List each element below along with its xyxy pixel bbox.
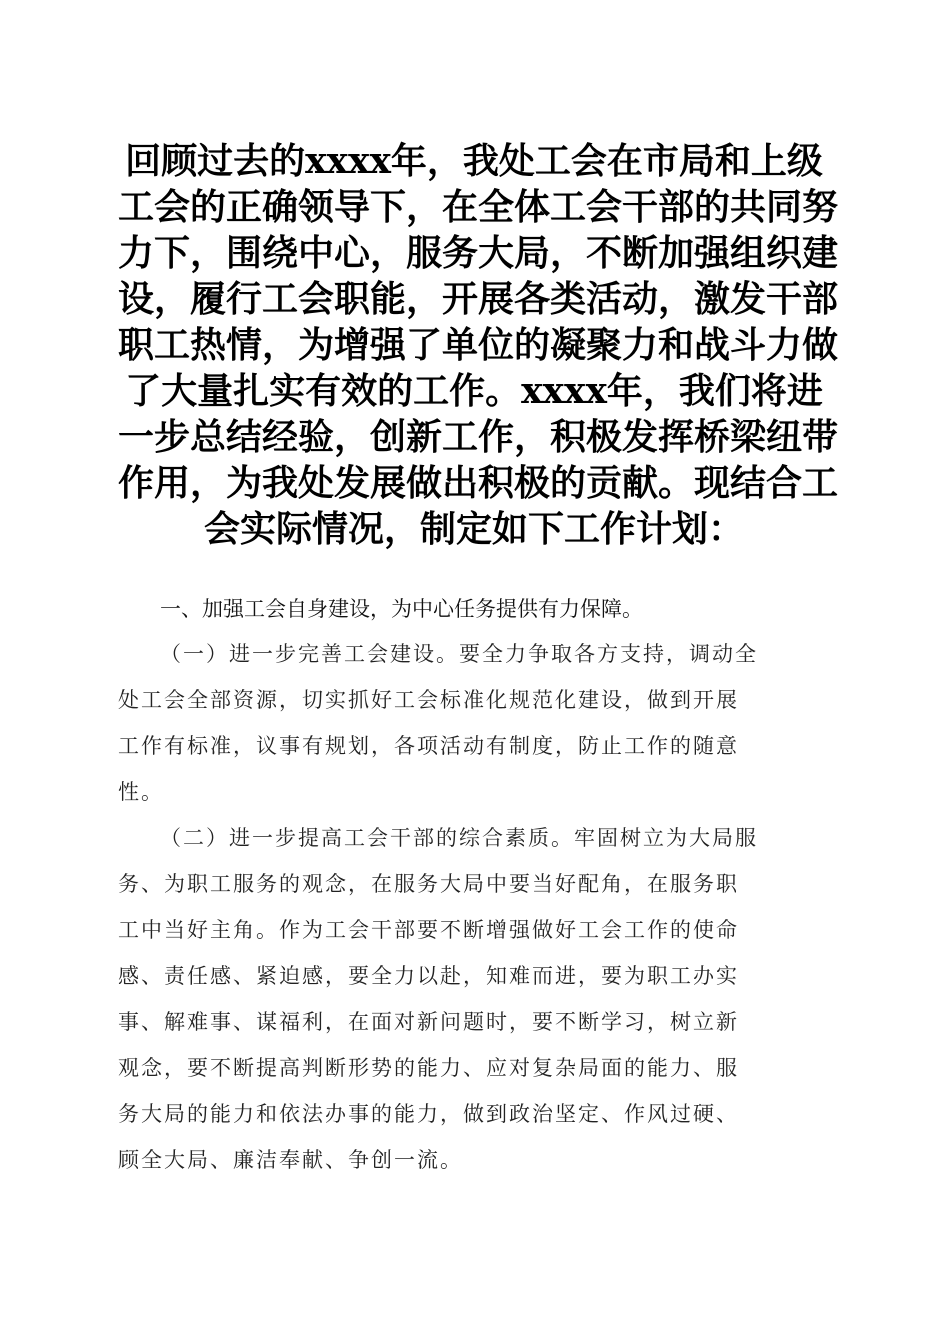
paragraph-1-line-3: 工作有标准，议事有规划，各项活动有制度，防止工作的随意 [118,734,739,758]
paragraph-2-line-8: 顾全大局、廉洁奉献、争创一流。 [118,1148,463,1172]
paragraph-2-line-2: 务、为职工服务的观念，在服务大局中要当好配角，在服务职 [118,872,739,896]
paragraph-2-line-1: （二）进一步提高工会干部的综合素质。牢固树立为大局服 [160,826,758,850]
paragraph-2-line-6: 观念，要不断提高判断形势的能力、应对复杂局面的能力、服 [118,1056,739,1080]
intro-line-8: 作用，为我处发展做出积极的贡献。现结合工 [118,462,839,504]
intro-line-4: 设，履行工会职能，开展各类活动，激发干部 [118,278,839,320]
intro-line-9: 会实际情况，制定如下工作计划： [203,508,744,550]
paragraph-1-line-4: 性。 [118,780,164,804]
paragraph-2 [118,815,830,1183]
paragraph-1-line-2: 处工会全部资源，切实抓好工会标准化规范化建设，做到开展 [118,688,739,712]
paragraph-1 [118,631,830,815]
paragraph-2-line-5: 事、解难事、谋福利，在面对新问题时，要不断学习，树立新 [118,1010,739,1034]
intro-line-6: 了大量扎实有效的工作。xxxx年，我们将进 [125,370,823,412]
body-section [118,591,830,1183]
intro-paragraph [118,138,839,552]
paragraph-2-line-4: 感、责任感、紧迫感，要全力以赴，知难而进，要为职工办实 [118,964,739,988]
intro-line-3: 力下，围绕中心，服务大局，不断加强组织建 [118,232,839,274]
section-heading: 一、加强工会自身建设，为中心任务提供有力保障。 [160,597,643,621]
intro-line-5: 职工热情，为增强了单位的凝聚力和战斗力做 [118,324,839,366]
paragraph-1-line-1: （一）进一步完善工会建设。要全力争取各方支持，调动全 [160,642,758,666]
intro-line-1: 回顾过去的xxxx年，我处工会在市局和上级 [125,140,823,182]
paragraph-2-line-3: 工中当好主角。作为工会干部要不断增强做好工会工作的使命 [118,918,739,942]
intro-line-7: 一步总结经验，创新工作，积极发挥桥梁纽带 [118,416,839,458]
intro-line-2: 工会的正确领导下，在全体工会干部的共同努 [118,186,839,228]
paragraph-2-line-7: 务大局的能力和依法办事的能力，做到政治坚定、作风过硬、 [118,1102,739,1126]
